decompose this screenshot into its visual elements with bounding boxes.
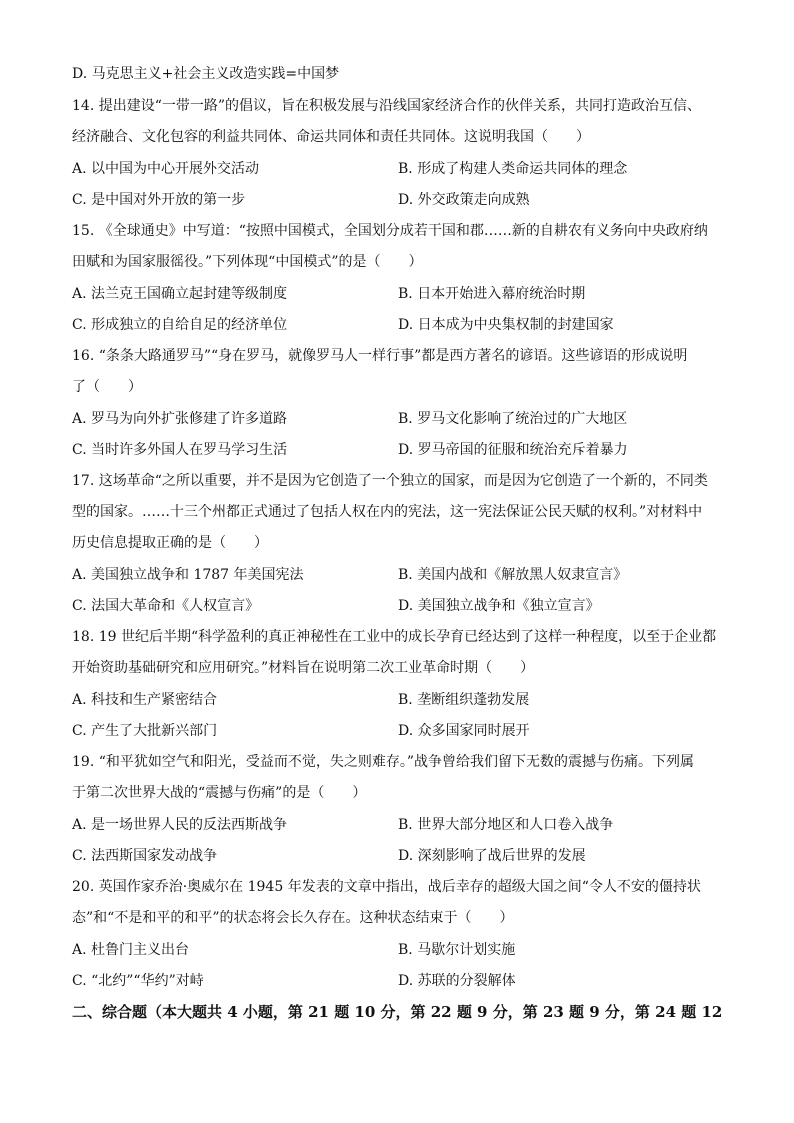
q15-option-c: C. 形成独立的自给自足的经济单位 (72, 317, 288, 333)
q17-options-row-2 (72, 596, 722, 616)
q17-options-row-1 (72, 565, 722, 585)
q14-options-row-2 (72, 190, 722, 210)
q17-stem-line-3: 历史信息提取正确的是（ ） (72, 535, 268, 551)
q16-option-a: A. 罗马为向外扩张修建了许多道路 (72, 411, 288, 427)
q14-options-row-1 (72, 159, 722, 179)
q19-option-a: A. 是一场世界人民的反法西斯战争 (72, 817, 288, 833)
q16-stem-line-2: 了（ ） (72, 379, 142, 395)
q14-stem-line-1: 14. 提出建设“一带一路”的倡议，旨在积极发展与沿线国家经济合作的伙伴关系，共同打造政治互信、 (72, 98, 702, 114)
q16-stem-line-1: 16. “条条大路通罗马”“身在罗马，就像罗马人一样行事”都是西方著名的谚语。这些谚语的形成说明 (72, 348, 688, 364)
q20-options-row-2 (72, 971, 722, 991)
q16-options-row-1 (72, 409, 722, 429)
section-2-heading: 二、综合题（本大题共 4 小题，第 21 题 10 分，第 22 题 9 分，第 23 题 9 分，第 24 题 12 (72, 1003, 723, 1021)
q15-stem-line-1: 15. 《全球通史》中写道：“按照中国模式，全国划分成若干国和郡……新的自耕农有义务向中央政府纳 (72, 223, 708, 239)
q20-option-a: A. 杜鲁门主义出台 (72, 942, 190, 958)
q14-option-b: B. 形成了构建人类命运共同体的理念 (398, 161, 628, 177)
q20-option-d: D. 苏联的分裂解体 (398, 973, 516, 989)
q19-options-row-1 (72, 815, 722, 835)
q19-option-c: C. 法西斯国家发动战争 (72, 848, 218, 864)
q16-option-d: D. 罗马帝国的征服和统治充斥着暴力 (398, 442, 628, 458)
q19-options-row-2 (72, 846, 722, 866)
q14-stem-line-2: 经济融合、文化包容的利益共同体、命运共同体和责任共同体。这说明我国（ ） (72, 129, 590, 145)
q17-option-a: A. 美国独立战争和 1787 年美国宪法 (72, 567, 304, 583)
q15-options-row-2 (72, 315, 722, 335)
q14-option-c: C. 是中国对外开放的第一步 (72, 192, 246, 208)
q17-option-b: B. 美国内战和《解放黑人奴隶宣言》 (398, 567, 628, 583)
q15-option-d: D. 日本成为中央集权制的封建国家 (398, 317, 614, 333)
q16-option-b: B. 罗马文化影响了统治过的广大地区 (398, 411, 628, 427)
q17-stem-line-1: 17. 这场革命“之所以重要，并不是因为它创造了一个独立的国家，而是因为它创造了一个新的，不同类 (72, 473, 708, 489)
q15-option-a: A. 法兰克王国确立起封建等级制度 (72, 286, 288, 302)
q16-options-row-2 (72, 440, 722, 460)
q19-stem-line-2: 于第二次世界大战的“震撼与伤痛”的是（ ） (72, 785, 367, 801)
q17-option-c: C. 法国大革命和《人权宣言》 (72, 598, 260, 614)
q19-option-b: B. 世界大部分地区和人口卷入战争 (398, 817, 614, 833)
q20-stem-line-2: 态”和“不是和平的和平”的状态将会长久存在。这种状态结束于（ ） (72, 910, 514, 926)
q15-stem-line-2: 田赋和为国家服徭役。”下列体现“中国模式”的是（ ） (72, 254, 423, 270)
q19-option-d: D. 深刻影响了战后世界的发展 (398, 848, 586, 864)
q20-options-row-1 (72, 940, 722, 960)
q19-stem-line-1: 19. “和平犹如空气和阳光，受益而不觉，失之则难存。”战争曾给我们留下无数的震撼与伤痛。下列属 (72, 754, 695, 770)
q17-option-d: D. 美国独立战争和《独立宣言》 (398, 598, 600, 614)
q14-option-d: D. 外交政策走向成熟 (398, 192, 530, 208)
q16-option-c: C. 当时许多外国人在罗马学习生活 (72, 442, 288, 458)
q20-option-b: B. 马歇尔计划实施 (398, 942, 516, 958)
q14-option-a: A. 以中国为中心开展外交活动 (72, 161, 260, 177)
q15-option-b: B. 日本开始进入幕府统治时期 (398, 286, 586, 302)
q20-option-c: C. “北约”“华约”对峙 (72, 973, 204, 989)
q18-options-row-2 (72, 721, 722, 741)
q15-options-row-1 (72, 284, 722, 304)
q20-stem-line-1: 20. 英国作家乔治·奥威尔在 1945 年发表的文章中指出，战后幸存的超级大国之间“令人不安的僵持状 (72, 879, 701, 895)
q18-stem-line-2: 开始资助基础研究和应用研究。”材料旨在说明第二次工业革命时期（ ） (72, 660, 535, 676)
q18-options-row-1 (72, 690, 722, 710)
q18-option-b: B. 垄断组织蓬勃发展 (398, 692, 530, 708)
q17-stem-line-2: 型的国家。……十三个州都正式通过了包括人权在内的宪法，这一宪法保证公民天赋的权利。”对材料中 (72, 504, 703, 520)
q18-option-a: A. 科技和生产紧密结合 (72, 692, 218, 708)
q18-option-d: D. 众多国家同时展开 (398, 723, 530, 739)
q18-option-c: C. 产生了大批新兴部门 (72, 723, 218, 739)
q13-option-d: D. 马克思主义+社会主义改造实践=中国梦 (72, 66, 340, 82)
q18-stem-line-1: 18. 19 世纪后半期“科学盈利的真正神秘性在工业中的成长孕育已经达到了这样一种程度，以至于企业都 (72, 629, 717, 645)
